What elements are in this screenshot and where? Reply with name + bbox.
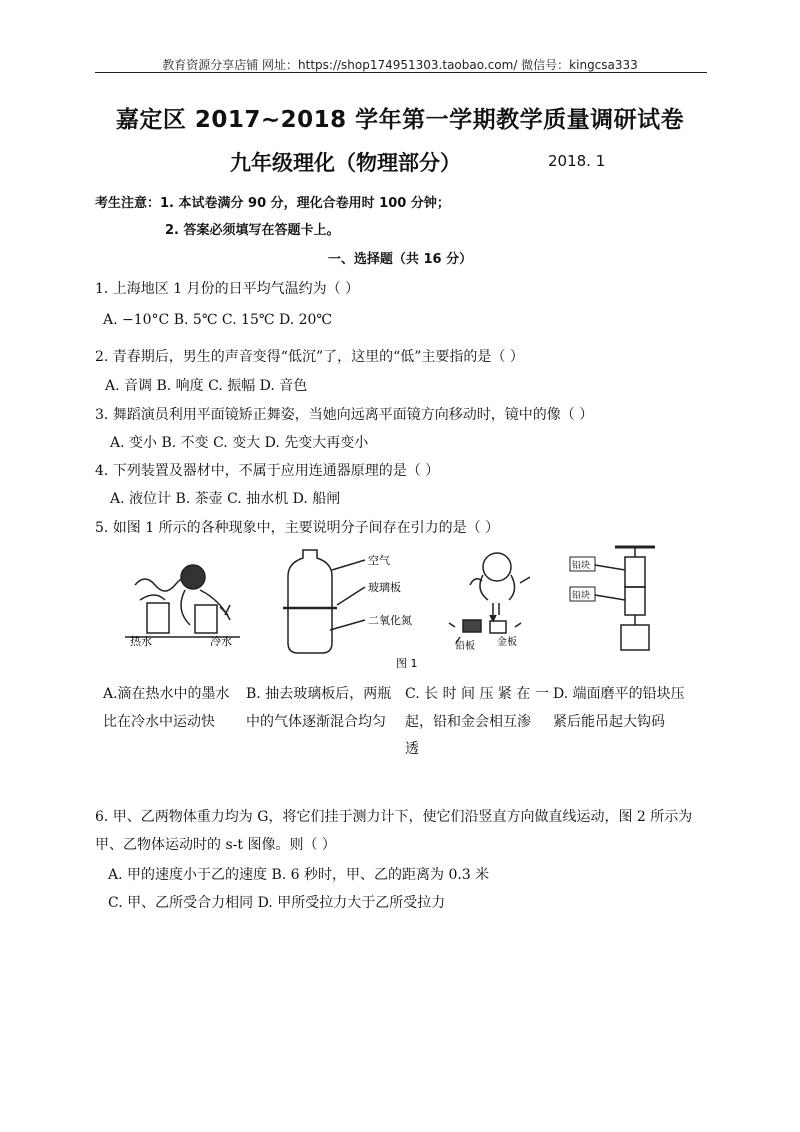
question-4-options: A. 液位计 B. 茶壶 C. 抽水机 D. 船闸 xyxy=(110,491,341,507)
q5-option-b-line2: 中的气体逐渐混合均匀 xyxy=(246,714,386,730)
q5-option-d-line1: D. 端面磨平的铅块压 xyxy=(553,686,685,702)
exam-title: 嘉定区 2017~2018 学年第一学期教学质量调研试卷 xyxy=(115,107,685,133)
question-6-options-line1: A. 甲的速度小于乙的速度 B. 6 秒时，甲、乙的距离为 0.3 米 xyxy=(108,867,490,883)
figure-1-caption: 图 1 xyxy=(396,657,418,670)
label-air: 空气 xyxy=(368,554,390,567)
header-divider xyxy=(95,72,707,73)
question-2-options: A. 音调 B. 响度 C. 振幅 D. 音色 xyxy=(105,378,308,394)
question-6-stem-line1: 6. 甲、乙两物体重力均为 G，将它们挂于测力计下，使它们沿竖直方向做直线运动，图 2 所示为 xyxy=(95,809,693,825)
question-1-options: A. −10°C B. 5℃ C. 15℃ D. 20℃ xyxy=(103,312,333,328)
q5-option-a-line1: A.滴在热水中的墨水 xyxy=(103,686,230,702)
figure-1 xyxy=(125,545,685,670)
exam-subtitle: 九年级理化（物理部分） xyxy=(230,151,461,175)
q5-option-c-line1: C. 长 时 间 压 紧 在 一 xyxy=(405,686,549,702)
figure-1d-lead-blocks xyxy=(595,547,655,650)
notice-line-2: 2. 答案必须填写在答题卡上。 xyxy=(165,223,340,238)
question-5-stem: 5. 如图 1 所示的各种现象中，主要说明分子间存在引力的是（ ） xyxy=(95,520,500,536)
q5-option-d-line2: 紧后能吊起大钩码 xyxy=(553,714,665,730)
label-cold-water: 冷水 xyxy=(210,635,232,648)
figure-1a-ink-beakers xyxy=(125,565,240,637)
question-3-stem: 3. 舞蹈演员利用平面镜矫正舞姿，当她向远离平面镜方向移动时，镜中的像（ ） xyxy=(95,407,594,423)
label-nitrogen-dioxide: 二氧化氮 xyxy=(368,614,412,627)
question-2-stem: 2. 青春期后，男生的声音变得“低沉”了，这里的“低”主要指的是（ ） xyxy=(95,349,524,365)
label-lead-plate: 铅板 xyxy=(455,641,475,652)
question-1-stem: 1. 上海地区 1 月份的日平均气温约为（ ） xyxy=(95,281,360,297)
label-lead-block-bottom: 铅块 xyxy=(572,591,591,601)
q5-option-c-line3: 透 xyxy=(405,741,419,757)
question-6-stem-line2: 甲、乙物体运动时的 s-t 图像。则（ ） xyxy=(95,837,336,853)
label-glass-plate: 玻璃板 xyxy=(368,581,401,594)
label-hot-water: 热水 xyxy=(130,635,152,648)
question-3-options: A. 变小 B. 不变 C. 变大 D. 先变大再变小 xyxy=(110,435,369,451)
q5-option-b-line1: B. 抽去玻璃板后，两瓶 xyxy=(246,686,392,702)
exam-date: 2018. 1 xyxy=(548,152,606,170)
notice-line-1: 考生注意：1. 本试卷满分 90 分，理化合卷用时 100 分钟； xyxy=(95,196,450,211)
figure-1c-lead-gold xyxy=(449,553,530,643)
page-header: 教育资源分享店铺 网址：https://shop174951303.taobao.com/ 微信号：kingcsa333 xyxy=(162,58,638,72)
q5-option-c-line2: 起，铅和金会相互渗 xyxy=(405,714,531,730)
label-lead-block-top: 铅块 xyxy=(572,561,591,571)
figure-1b-bottles xyxy=(283,550,365,653)
question-6-options-line2: C. 甲、乙所受合力相同 D. 甲所受拉力大于乙所受拉力 xyxy=(108,895,446,911)
label-gold-plate: 金板 xyxy=(497,637,517,648)
q5-option-a-line2: 比在冷水中运动快 xyxy=(103,714,215,730)
section-heading: 一、选择题（共 16 分） xyxy=(327,252,473,267)
question-4-stem: 4. 下列装置及器材中，不属于应用连通器原理的是（ ） xyxy=(95,463,440,479)
